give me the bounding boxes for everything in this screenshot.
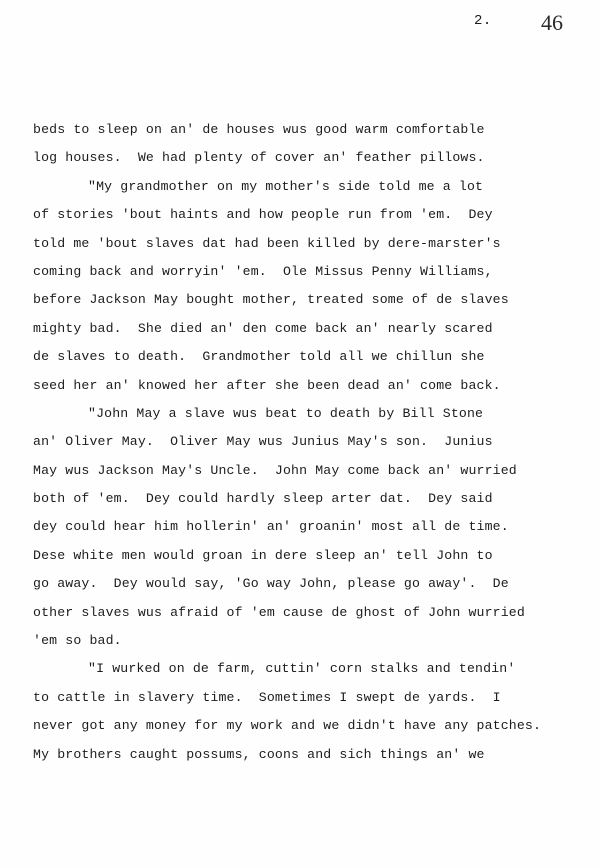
text-line: an' Oliver May. Oliver May wus Junius May's son. Junius [33,434,493,450]
body-text [33,116,578,769]
text-line: Dese white men would groan in dere sleep an' tell John to [33,547,493,563]
text-line: of stories 'bout haints and how people run from 'em. Dey [33,207,493,223]
text-line: mighty bad. She died an' den come back an' nearly scared [33,320,493,336]
text-line: "My grandmother on my mother's side told me a lot [88,178,484,194]
text-line: de slaves to death. Grandmother told all we chillun she [33,349,485,365]
text-line: to cattle in slavery time. Sometimes I swept de yards. I [33,689,501,705]
text-line: both of 'em. Dey could hardly sleep arter dat. Dey said [33,491,493,507]
text-line: never got any money for my work and we didn't have any patches. [33,718,542,734]
text-line: My brothers caught possums, coons and sich things an' we [33,746,485,762]
folio-number: 46 [541,10,563,35]
text-line: dey could hear him hollerin' an' groanin' most all de time. [33,519,509,535]
text-line: before Jackson May bought mother, treated some of de slaves [33,292,509,308]
text-line: "I wurked on de farm, cuttin' corn stalks and tendin' [88,661,516,677]
text-line: go away. Dey would say, 'Go way John, please go away'. De [33,576,509,592]
text-line: 'em so bad. [33,633,122,649]
text-line: told me 'bout slaves dat had been killed by dere-marster's [33,235,501,251]
text-line: "John May a slave wus beat to death by Bill Stone [88,405,484,421]
text-line: other slaves wus afraid of 'em cause de ghost of John wurried [33,604,525,620]
text-line: coming back and worryin' 'em. Ole Missus Penny Williams, [33,263,493,279]
page-number: 2. [474,13,492,29]
text-line: seed her an' knowed her after she been dead an' come back. [33,377,501,393]
text-line: log houses. We had plenty of cover an' feather pillows. [33,150,485,166]
text-line: beds to sleep on an' de houses wus good warm comfortable [33,122,485,137]
text-line: May wus Jackson May's Uncle. John May come back an' wurried [33,462,517,478]
